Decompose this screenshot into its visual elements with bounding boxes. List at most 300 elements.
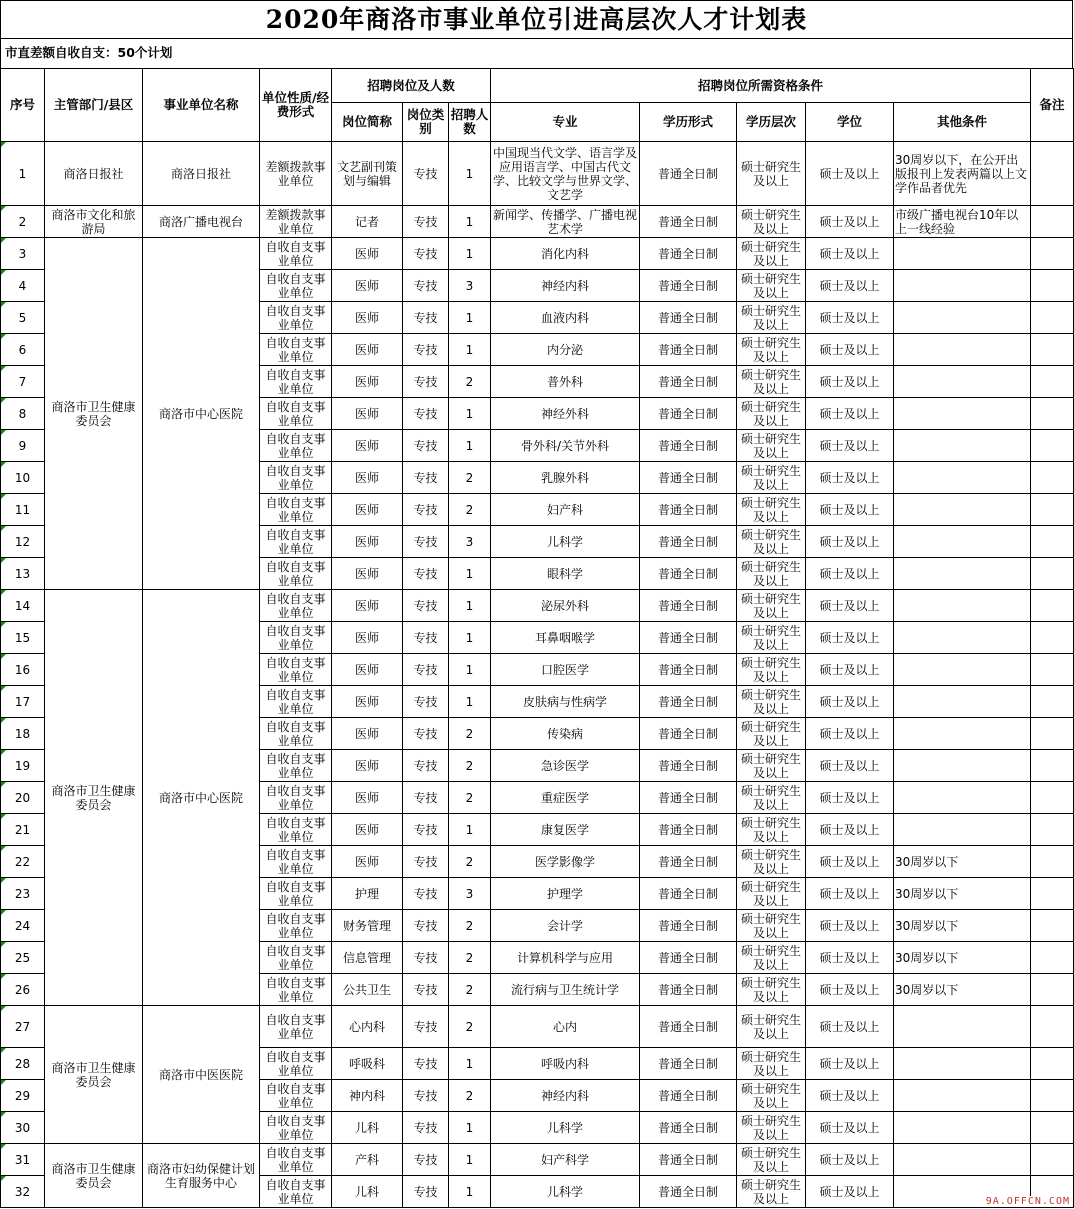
major-cell: 内分泌 [491, 334, 640, 366]
dept-cell: 商洛日报社 [45, 142, 143, 206]
major-cell: 神经内科 [491, 1080, 640, 1112]
row-seq: 10 [1, 462, 45, 494]
edu-form-cell: 普通全日制 [640, 654, 737, 686]
category-cell: 专技 [403, 878, 449, 910]
plan-subtitle: 市直差额自收自支：50个计划 [0, 39, 1073, 68]
edu-form-cell: 普通全日制 [640, 1112, 737, 1144]
header-degree: 学位 [806, 103, 894, 142]
major-cell: 乳腺外科 [491, 462, 640, 494]
table-row [1, 206, 1074, 238]
other-cell [894, 238, 1031, 270]
remark-cell [1031, 1144, 1074, 1176]
remark-cell [1031, 1080, 1074, 1112]
count-cell: 1 [449, 622, 491, 654]
edu-level-cell: 硕士研究生及以上 [737, 814, 806, 846]
edu-form-cell: 普通全日制 [640, 1048, 737, 1080]
degree-cell: 硕士及以上 [806, 750, 894, 782]
edu-form-cell: 普通全日制 [640, 430, 737, 462]
other-cell [894, 494, 1031, 526]
nature-cell: 自收自支事业单位 [260, 622, 332, 654]
edu-form-cell: 普通全日制 [640, 1176, 737, 1208]
unit-cell: 商洛市妇幼保健计划生育服务中心 [143, 1144, 260, 1208]
degree-cell: 硕士及以上 [806, 142, 894, 206]
category-cell: 专技 [403, 1176, 449, 1208]
remark-cell [1031, 270, 1074, 302]
edu-level-cell: 硕士研究生及以上 [737, 974, 806, 1006]
major-cell: 呼吸内科 [491, 1048, 640, 1080]
degree-cell: 硕士及以上 [806, 878, 894, 910]
other-cell [894, 1144, 1031, 1176]
table-row [1, 1006, 1074, 1048]
category-cell: 专技 [403, 1048, 449, 1080]
unit-cell: 商洛市中心医院 [143, 590, 260, 1006]
header-group-requirements: 招聘岗位所需资格条件 [491, 69, 1031, 103]
major-cell: 急诊医学 [491, 750, 640, 782]
major-cell: 儿科学 [491, 1112, 640, 1144]
major-cell: 血液内科 [491, 302, 640, 334]
page-title: 2020年商洛市事业单位引进高层次人才计划表 [0, 0, 1073, 39]
dept-cell: 商洛市卫生健康委员会 [45, 590, 143, 1006]
position-cell: 医师 [332, 270, 403, 302]
position-cell: 医师 [332, 366, 403, 398]
category-cell: 专技 [403, 206, 449, 238]
dept-cell: 商洛市卫生健康委员会 [45, 1144, 143, 1208]
edu-level-cell: 硕士研究生及以上 [737, 718, 806, 750]
other-cell [894, 1048, 1031, 1080]
nature-cell: 自收自支事业单位 [260, 1080, 332, 1112]
edu-level-cell: 硕士研究生及以上 [737, 942, 806, 974]
degree-cell: 硕士及以上 [806, 270, 894, 302]
degree-cell: 硕士及以上 [806, 782, 894, 814]
count-cell: 1 [449, 814, 491, 846]
edu-form-cell: 普通全日制 [640, 238, 737, 270]
header-count: 招聘人数 [449, 103, 491, 142]
position-cell: 医师 [332, 686, 403, 718]
category-cell: 专技 [403, 1080, 449, 1112]
other-cell: 30周岁以下 [894, 942, 1031, 974]
category-cell: 专技 [403, 462, 449, 494]
position-cell: 公共卫生 [332, 974, 403, 1006]
major-cell: 重症医学 [491, 782, 640, 814]
count-cell: 3 [449, 526, 491, 558]
edu-level-cell: 硕士研究生及以上 [737, 686, 806, 718]
nature-cell: 自收自支事业单位 [260, 302, 332, 334]
position-cell: 医师 [332, 526, 403, 558]
row-seq: 28 [1, 1048, 45, 1080]
other-cell [894, 750, 1031, 782]
recruitment-table [0, 68, 1074, 1208]
remark-cell [1031, 366, 1074, 398]
major-cell: 骨外科/关节外科 [491, 430, 640, 462]
count-cell: 2 [449, 910, 491, 942]
edu-form-cell: 普通全日制 [640, 398, 737, 430]
edu-form-cell: 普通全日制 [640, 910, 737, 942]
remark-cell [1031, 782, 1074, 814]
major-cell: 妇产科 [491, 494, 640, 526]
edu-form-cell: 普通全日制 [640, 622, 737, 654]
other-cell [894, 686, 1031, 718]
nature-cell: 自收自支事业单位 [260, 494, 332, 526]
table-body [1, 142, 1074, 1208]
major-cell: 计算机科学与应用 [491, 942, 640, 974]
degree-cell: 硕士及以上 [806, 494, 894, 526]
header-pos-cat: 岗位类别 [403, 103, 449, 142]
degree-cell: 硕士及以上 [806, 430, 894, 462]
nature-cell: 自收自支事业单位 [260, 654, 332, 686]
count-cell: 1 [449, 686, 491, 718]
position-cell: 心内科 [332, 1006, 403, 1048]
edu-level-cell: 硕士研究生及以上 [737, 782, 806, 814]
edu-level-cell: 硕士研究生及以上 [737, 846, 806, 878]
nature-cell: 自收自支事业单位 [260, 718, 332, 750]
nature-cell: 自收自支事业单位 [260, 590, 332, 622]
row-seq: 30 [1, 1112, 45, 1144]
category-cell: 专技 [403, 814, 449, 846]
header-remark: 备注 [1031, 69, 1074, 142]
other-cell [894, 1112, 1031, 1144]
dept-cell: 商洛市文化和旅游局 [45, 206, 143, 238]
header-nature: 单位性质/经费形式 [260, 69, 332, 142]
position-cell: 信息管理 [332, 942, 403, 974]
edu-level-cell: 硕士研究生及以上 [737, 462, 806, 494]
edu-level-cell: 硕士研究生及以上 [737, 750, 806, 782]
edu-level-cell: 硕士研究生及以上 [737, 142, 806, 206]
count-cell: 1 [449, 1176, 491, 1208]
row-seq: 20 [1, 782, 45, 814]
row-seq: 23 [1, 878, 45, 910]
edu-level-cell: 硕士研究生及以上 [737, 206, 806, 238]
other-cell [894, 430, 1031, 462]
category-cell: 专技 [403, 494, 449, 526]
remark-cell [1031, 302, 1074, 334]
row-seq: 17 [1, 686, 45, 718]
row-seq: 2 [1, 206, 45, 238]
header-seq: 序号 [1, 69, 45, 142]
edu-form-cell: 普通全日制 [640, 270, 737, 302]
row-seq: 8 [1, 398, 45, 430]
count-cell: 2 [449, 846, 491, 878]
degree-cell: 硕士及以上 [806, 622, 894, 654]
edu-form-cell: 普通全日制 [640, 718, 737, 750]
category-cell: 专技 [403, 238, 449, 270]
count-cell: 1 [449, 1144, 491, 1176]
nature-cell: 自收自支事业单位 [260, 878, 332, 910]
remark-cell [1031, 942, 1074, 974]
remark-cell [1031, 974, 1074, 1006]
edu-form-cell: 普通全日制 [640, 782, 737, 814]
degree-cell: 硕士及以上 [806, 654, 894, 686]
other-cell [894, 270, 1031, 302]
row-seq: 6 [1, 334, 45, 366]
other-cell [894, 590, 1031, 622]
edu-form-cell: 普通全日制 [640, 1144, 737, 1176]
category-cell: 专技 [403, 302, 449, 334]
remark-cell [1031, 846, 1074, 878]
unit-cell: 商洛广播电视台 [143, 206, 260, 238]
header-other: 其他条件 [894, 103, 1031, 142]
category-cell: 专技 [403, 558, 449, 590]
row-seq: 7 [1, 366, 45, 398]
other-cell [894, 366, 1031, 398]
edu-form-cell: 普通全日制 [640, 494, 737, 526]
degree-cell: 硕士及以上 [806, 462, 894, 494]
edu-level-cell: 硕士研究生及以上 [737, 1080, 806, 1112]
remark-cell [1031, 334, 1074, 366]
major-cell: 神经内科 [491, 270, 640, 302]
row-seq: 29 [1, 1080, 45, 1112]
other-cell: 30周岁以下 [894, 974, 1031, 1006]
degree-cell: 硕士及以上 [806, 366, 894, 398]
other-cell: 30周岁以下 [894, 910, 1031, 942]
category-cell: 专技 [403, 526, 449, 558]
other-cell [894, 558, 1031, 590]
nature-cell: 自收自支事业单位 [260, 782, 332, 814]
edu-level-cell: 硕士研究生及以上 [737, 302, 806, 334]
category-cell: 专技 [403, 430, 449, 462]
row-seq: 25 [1, 942, 45, 974]
count-cell: 2 [449, 1080, 491, 1112]
edu-level-cell: 硕士研究生及以上 [737, 1006, 806, 1048]
degree-cell: 硕士及以上 [806, 590, 894, 622]
unit-cell: 商洛市中医医院 [143, 1006, 260, 1144]
row-seq: 24 [1, 910, 45, 942]
nature-cell: 自收自支事业单位 [260, 686, 332, 718]
edu-form-cell: 普通全日制 [640, 142, 737, 206]
category-cell: 专技 [403, 142, 449, 206]
position-cell: 儿科 [332, 1176, 403, 1208]
major-cell: 心内 [491, 1006, 640, 1048]
degree-cell: 硕士及以上 [806, 558, 894, 590]
count-cell: 2 [449, 718, 491, 750]
dept-cell: 商洛市卫生健康委员会 [45, 1006, 143, 1144]
nature-cell: 自收自支事业单位 [260, 558, 332, 590]
edu-form-cell: 普通全日制 [640, 1006, 737, 1048]
nature-cell: 自收自支事业单位 [260, 1006, 332, 1048]
remark-cell [1031, 878, 1074, 910]
row-seq: 22 [1, 846, 45, 878]
category-cell: 专技 [403, 718, 449, 750]
row-seq: 1 [1, 142, 45, 206]
count-cell: 1 [449, 654, 491, 686]
edu-form-cell: 普通全日制 [640, 462, 737, 494]
nature-cell: 差额拨款事业单位 [260, 206, 332, 238]
position-cell: 神内科 [332, 1080, 403, 1112]
degree-cell: 硕士及以上 [806, 974, 894, 1006]
position-cell: 儿科 [332, 1112, 403, 1144]
position-cell: 护理 [332, 878, 403, 910]
edu-form-cell: 普通全日制 [640, 526, 737, 558]
remark-cell [1031, 750, 1074, 782]
other-cell [894, 526, 1031, 558]
edu-level-cell: 硕士研究生及以上 [737, 654, 806, 686]
edu-level-cell: 硕士研究生及以上 [737, 238, 806, 270]
count-cell: 1 [449, 430, 491, 462]
row-seq: 21 [1, 814, 45, 846]
category-cell: 专技 [403, 654, 449, 686]
major-cell: 中国现当代文学、语言学及应用语言学、中国古代文学、比较文学与世界文学、文艺学 [491, 142, 640, 206]
nature-cell: 自收自支事业单位 [260, 974, 332, 1006]
watermark: 9A.OFFCN.COM [985, 1196, 1070, 1207]
position-cell: 记者 [332, 206, 403, 238]
position-cell: 产科 [332, 1144, 403, 1176]
nature-cell: 自收自支事业单位 [260, 1176, 332, 1208]
position-cell: 医师 [332, 462, 403, 494]
position-cell: 医师 [332, 718, 403, 750]
count-cell: 1 [449, 334, 491, 366]
remark-cell [1031, 622, 1074, 654]
nature-cell: 自收自支事业单位 [260, 270, 332, 302]
edu-level-cell: 硕士研究生及以上 [737, 526, 806, 558]
edu-level-cell: 硕士研究生及以上 [737, 270, 806, 302]
degree-cell: 硕士及以上 [806, 1176, 894, 1208]
position-cell: 医师 [332, 558, 403, 590]
edu-form-cell: 普通全日制 [640, 974, 737, 1006]
category-cell: 专技 [403, 622, 449, 654]
count-cell: 3 [449, 878, 491, 910]
count-cell: 2 [449, 462, 491, 494]
major-cell: 耳鼻咽喉学 [491, 622, 640, 654]
other-cell [894, 718, 1031, 750]
category-cell: 专技 [403, 910, 449, 942]
row-seq: 4 [1, 270, 45, 302]
nature-cell: 自收自支事业单位 [260, 1048, 332, 1080]
position-cell: 医师 [332, 654, 403, 686]
major-cell: 眼科学 [491, 558, 640, 590]
nature-cell: 自收自支事业单位 [260, 526, 332, 558]
nature-cell: 自收自支事业单位 [260, 398, 332, 430]
degree-cell: 硕士及以上 [806, 1144, 894, 1176]
nature-cell: 自收自支事业单位 [260, 462, 332, 494]
row-seq: 31 [1, 1144, 45, 1176]
edu-form-cell: 普通全日制 [640, 302, 737, 334]
edu-level-cell: 硕士研究生及以上 [737, 366, 806, 398]
category-cell: 专技 [403, 974, 449, 1006]
edu-form-cell: 普通全日制 [640, 558, 737, 590]
edu-form-cell: 普通全日制 [640, 878, 737, 910]
degree-cell: 硕士及以上 [806, 718, 894, 750]
nature-cell: 自收自支事业单位 [260, 430, 332, 462]
degree-cell: 硕士及以上 [806, 1112, 894, 1144]
edu-level-cell: 硕士研究生及以上 [737, 1176, 806, 1208]
position-cell: 医师 [332, 494, 403, 526]
nature-cell: 自收自支事业单位 [260, 942, 332, 974]
count-cell: 2 [449, 1006, 491, 1048]
remark-cell [1031, 398, 1074, 430]
degree-cell: 硕士及以上 [806, 846, 894, 878]
position-cell: 医师 [332, 814, 403, 846]
row-seq: 13 [1, 558, 45, 590]
row-seq: 19 [1, 750, 45, 782]
edu-level-cell: 硕士研究生及以上 [737, 1144, 806, 1176]
nature-cell: 自收自支事业单位 [260, 750, 332, 782]
nature-cell: 自收自支事业单位 [260, 910, 332, 942]
count-cell: 1 [449, 238, 491, 270]
row-seq: 9 [1, 430, 45, 462]
edu-form-cell: 普通全日制 [640, 366, 737, 398]
edu-level-cell: 硕士研究生及以上 [737, 878, 806, 910]
major-cell: 泌尿外科 [491, 590, 640, 622]
remark-cell [1031, 1006, 1074, 1048]
nature-cell: 自收自支事业单位 [260, 366, 332, 398]
other-cell [894, 334, 1031, 366]
category-cell: 专技 [403, 334, 449, 366]
count-cell: 2 [449, 494, 491, 526]
count-cell: 1 [449, 398, 491, 430]
nature-cell: 差额拨款事业单位 [260, 142, 332, 206]
other-cell [894, 398, 1031, 430]
position-cell: 医师 [332, 334, 403, 366]
category-cell: 专技 [403, 1006, 449, 1048]
degree-cell: 硕士及以上 [806, 206, 894, 238]
unit-cell: 商洛日报社 [143, 142, 260, 206]
other-cell: 30周岁以下 [894, 878, 1031, 910]
category-cell: 专技 [403, 750, 449, 782]
degree-cell: 硕士及以上 [806, 686, 894, 718]
header-dept: 主管部门/县区 [45, 69, 143, 142]
major-cell: 流行病与卫生统计学 [491, 974, 640, 1006]
remark-cell [1031, 590, 1074, 622]
other-cell [894, 782, 1031, 814]
row-seq: 14 [1, 590, 45, 622]
remark-cell [1031, 430, 1074, 462]
other-cell [894, 1080, 1031, 1112]
degree-cell: 硕士及以上 [806, 1080, 894, 1112]
remark-cell [1031, 558, 1074, 590]
edu-level-cell: 硕士研究生及以上 [737, 1048, 806, 1080]
category-cell: 专技 [403, 686, 449, 718]
category-cell: 专技 [403, 366, 449, 398]
degree-cell: 硕士及以上 [806, 1006, 894, 1048]
other-cell: 市级广播电视台10年以上一线经验 [894, 206, 1031, 238]
remark-cell [1031, 1048, 1074, 1080]
remark-cell [1031, 206, 1074, 238]
remark-cell [1031, 910, 1074, 942]
degree-cell: 硕士及以上 [806, 398, 894, 430]
table-row [1, 1144, 1074, 1176]
count-cell: 1 [449, 590, 491, 622]
row-seq: 5 [1, 302, 45, 334]
count-cell: 1 [449, 302, 491, 334]
major-cell: 传染病 [491, 718, 640, 750]
unit-cell: 商洛市中心医院 [143, 238, 260, 590]
major-cell: 妇产科学 [491, 1144, 640, 1176]
major-cell: 康复医学 [491, 814, 640, 846]
position-cell: 医师 [332, 782, 403, 814]
remark-cell [1031, 654, 1074, 686]
remark-cell [1031, 494, 1074, 526]
table-row [1, 238, 1074, 270]
other-cell [894, 622, 1031, 654]
other-cell [894, 1006, 1031, 1048]
header-unit: 事业单位名称 [143, 69, 260, 142]
count-cell: 2 [449, 942, 491, 974]
category-cell: 专技 [403, 270, 449, 302]
header-group-positions: 招聘岗位及人数 [332, 69, 491, 103]
major-cell: 会计学 [491, 910, 640, 942]
row-seq: 27 [1, 1006, 45, 1048]
nature-cell: 自收自支事业单位 [260, 238, 332, 270]
degree-cell: 硕士及以上 [806, 814, 894, 846]
remark-cell [1031, 1112, 1074, 1144]
category-cell: 专技 [403, 590, 449, 622]
dept-cell: 商洛市卫生健康委员会 [45, 238, 143, 590]
row-seq: 3 [1, 238, 45, 270]
header-edu-level: 学历层次 [737, 103, 806, 142]
edu-form-cell: 普通全日制 [640, 1080, 737, 1112]
table-row [1, 142, 1074, 206]
major-cell: 口腔医学 [491, 654, 640, 686]
remark-cell [1031, 462, 1074, 494]
